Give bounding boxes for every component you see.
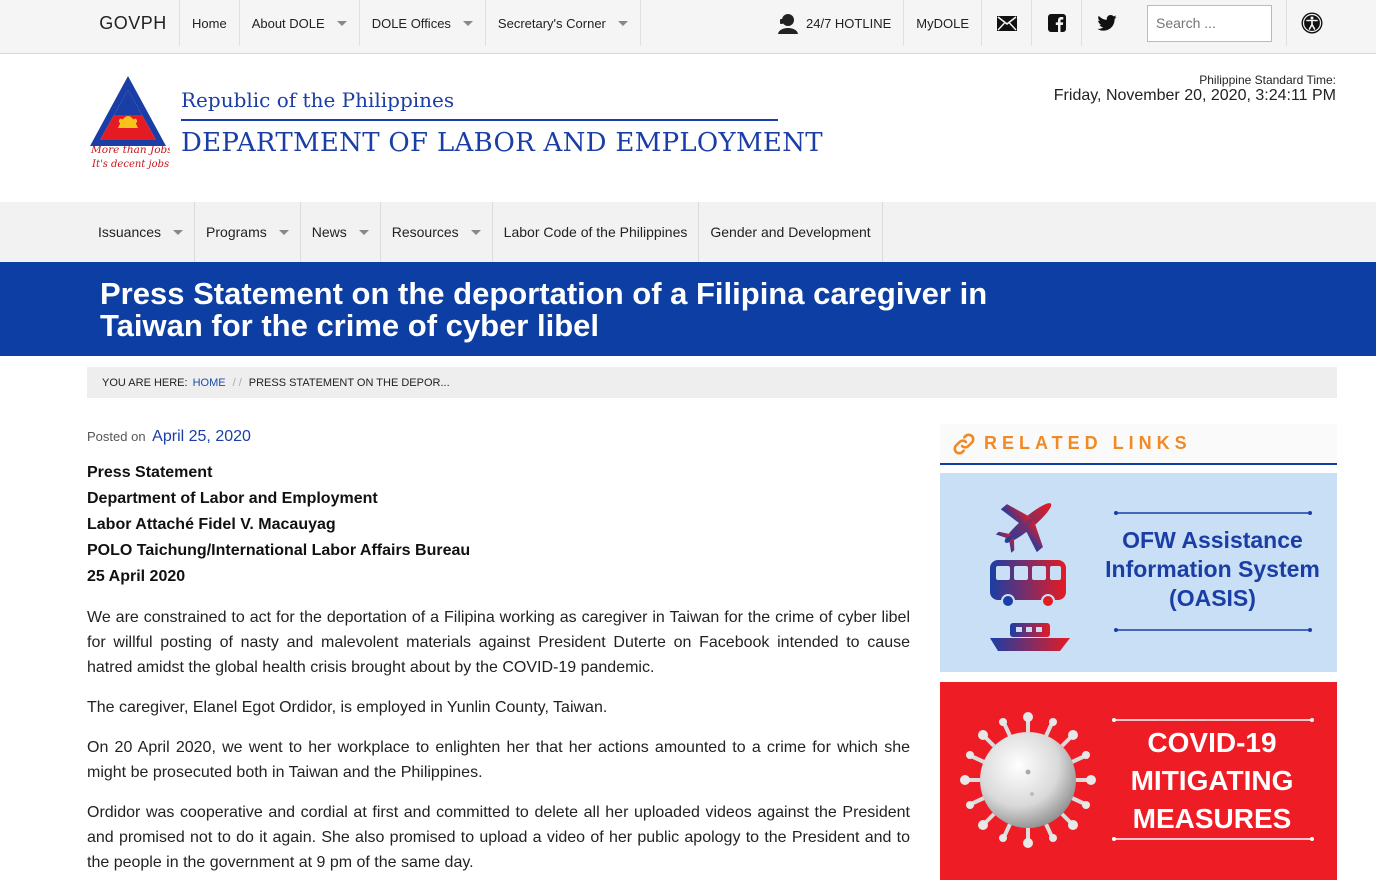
covid-banner[interactable] — [940, 682, 1337, 880]
top-nav-secretary-label: Secretary's Corner — [497, 15, 606, 31]
pst-clock: Friday, November 20, 2020, 3:24:11 PM — [1053, 87, 1336, 104]
article-paragraph: On 20 April 2020, we went to her workplace to enlighten her that her actions amounted to a crime for which she might be prosecuted both in Taiwan and the Philippines. — [87, 739, 910, 781]
logo-tagline-1: More than Jobs! — [91, 144, 170, 156]
govph-link[interactable]: GOVPH — [99, 12, 167, 33]
mydole-link[interactable] — [903, 0, 981, 46]
top-nav-dole-offices[interactable] — [359, 0, 485, 46]
caret-down-icon — [463, 21, 473, 26]
breadcrumb-separator: / / — [232, 376, 242, 389]
related-links-title: RELATED LINKS — [984, 433, 1192, 453]
hotline-label: 24/7 HOTLINE — [806, 15, 892, 31]
nav-labor-code-label: Labor Code of the Philippines — [503, 224, 688, 240]
caret-down-icon — [279, 230, 289, 235]
statement-line: Department of Labor and Employment — [87, 490, 378, 507]
top-nav — [179, 0, 641, 46]
top-right-links — [765, 0, 1336, 46]
covid-line: MEASURES — [1132, 803, 1292, 834]
top-nav-offices-label: DOLE Offices — [371, 15, 451, 31]
dole-logo-icon — [90, 76, 170, 176]
nav-gender-development[interactable] — [699, 202, 882, 262]
statement-line: 25 April 2020 — [87, 568, 186, 585]
nav-labor-code[interactable] — [493, 202, 700, 262]
email-link[interactable] — [981, 0, 1031, 46]
nav-gad-label: Gender and Development — [710, 224, 871, 240]
envelope-icon — [997, 16, 1017, 31]
republic-label: Republic of the Philippines — [181, 88, 455, 112]
page-title-band — [0, 262, 1376, 356]
statement-line: Labor Attaché Fidel V. Macauyag — [87, 516, 336, 533]
caret-down-icon — [337, 21, 347, 26]
caret-down-icon — [359, 230, 369, 235]
nav-programs[interactable] — [195, 202, 301, 262]
statement-line: Press Statement — [87, 464, 213, 481]
statement-line: POLO Taichung/International Labor Affairs Bureau — [87, 542, 471, 559]
article-paragraph: The caregiver, Elanel Egot Ordidor, is employed in Yunlin County, Taiwan. — [87, 699, 608, 716]
oasis-line: (OASIS) — [1169, 585, 1256, 611]
posted-label: Posted on — [87, 429, 146, 444]
facebook-link[interactable] — [1031, 0, 1081, 46]
department-title[interactable]: DEPARTMENT OF LABOR AND EMPLOYMENT — [181, 128, 823, 158]
operator-icon — [777, 12, 799, 34]
breadcrumb-current: PRESS STATEMENT ON THE DEPOR... — [248, 376, 450, 389]
pst-label: Philippine Standard Time: — [1199, 73, 1336, 87]
covid-banner-text — [1112, 724, 1312, 838]
oasis-line: OFW Assistance — [1122, 527, 1303, 553]
nav-news-label: News — [311, 224, 347, 240]
oasis-banner-text — [1105, 526, 1320, 613]
logo-tagline-2: It's decent jobs. — [92, 159, 170, 170]
header-divider — [181, 119, 778, 121]
dole-logo[interactable] — [90, 76, 170, 176]
hotline-link[interactable] — [765, 0, 903, 46]
sidebar — [940, 424, 1337, 834]
search-input[interactable] — [1147, 5, 1272, 42]
main-nav — [0, 202, 1376, 262]
top-nav-secretarys-corner[interactable] — [485, 0, 641, 46]
top-nav-home[interactable] — [179, 0, 239, 46]
nav-programs-label: Programs — [206, 224, 267, 240]
article-paragraph: We are constrained to act for the deportation of a Filipina working as caregiver in Taiwan for the crime of cyber libel for willful posting of nasty and malevolent materials against President Duterte on Facebook intended to cause hatred amidst the global health crisis brought about by the COVID-19 pandemic. — [87, 609, 910, 676]
caret-down-icon — [471, 230, 481, 235]
article-paragraph: Ordidor was cooperative and cordial at first and committed to delete all her uploaded videos against the President and promised not to do it again. She also promised to upload a video of her public apology to the President and to the people in the government at 9 pm of the same day. — [87, 804, 910, 871]
facebook-icon — [1048, 14, 1066, 32]
mydole-label: MyDOLE — [916, 15, 969, 31]
page-title: Press Statement on the deportation of a Filipina caregiver in Taiwan for the crime of cyber libel — [100, 276, 988, 343]
nav-news[interactable] — [301, 202, 381, 262]
twitter-icon — [1097, 15, 1117, 31]
related-links-heading — [940, 424, 1337, 465]
caret-down-icon — [173, 230, 183, 235]
posted-date-link[interactable]: April 25, 2020 — [152, 428, 251, 445]
breadcrumb — [87, 367, 1337, 398]
top-nav-about-dole[interactable] — [239, 0, 359, 46]
top-bar — [0, 0, 1376, 54]
oasis-line: Information System — [1105, 556, 1320, 582]
article-body — [87, 428, 910, 875]
accessibility-icon — [1301, 12, 1323, 34]
caret-down-icon — [618, 21, 628, 26]
accessibility-button[interactable] — [1286, 0, 1336, 46]
nav-issuances-label: Issuances — [98, 224, 162, 240]
breadcrumb-prefix: YOU ARE HERE: — [102, 376, 188, 389]
breadcrumb-home-link[interactable]: HOME — [192, 376, 226, 389]
site-header — [0, 54, 1376, 202]
nav-resources[interactable] — [381, 202, 493, 262]
nav-issuances[interactable] — [87, 202, 195, 262]
top-nav-home-label: Home — [192, 15, 227, 31]
covid-line: MITIGATING — [1130, 765, 1294, 796]
nav-resources-label: Resources — [391, 224, 459, 240]
oasis-banner[interactable] — [940, 473, 1337, 672]
covid-line: COVID-19 — [1147, 727, 1277, 758]
posted-meta — [87, 428, 910, 446]
twitter-link[interactable] — [1081, 0, 1131, 46]
statement-header — [87, 460, 910, 590]
link-icon — [952, 432, 976, 456]
top-nav-about-label: About DOLE — [251, 15, 325, 31]
